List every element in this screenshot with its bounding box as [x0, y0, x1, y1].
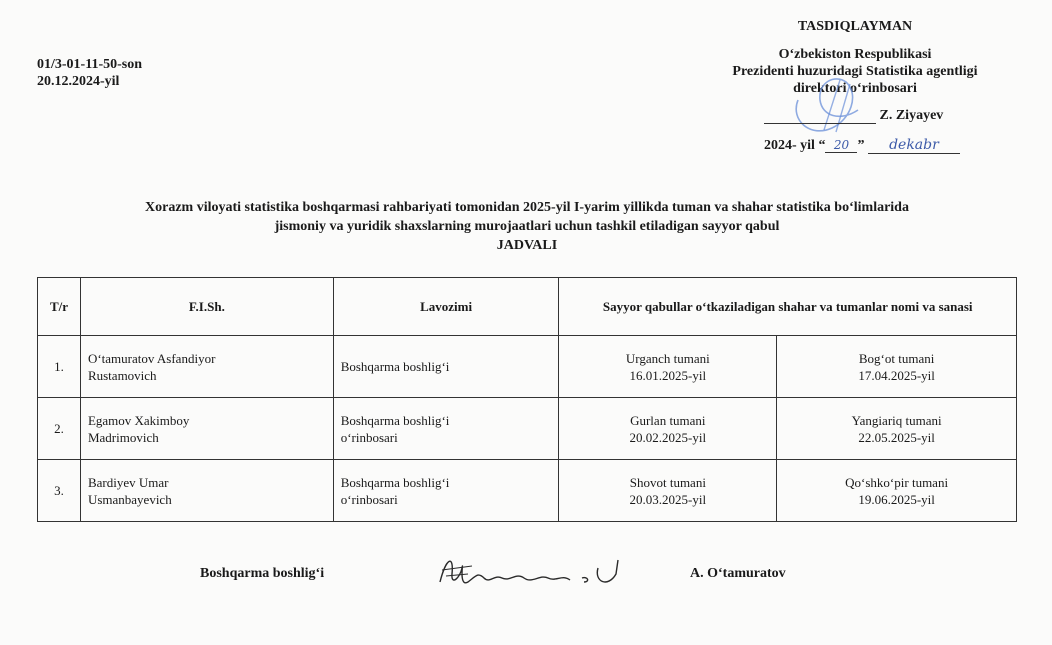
place-name: Qo‘shko‘pir tumani: [845, 474, 949, 490]
row-num: 2.: [38, 398, 81, 460]
document-heading: [30, 198, 1024, 255]
position-line: Boshqarma boshlig‘i: [340, 412, 450, 428]
row-place-1: [559, 336, 777, 398]
place-name: Shovot tumani: [629, 474, 706, 490]
footer-name: A. O‘tamuratov: [690, 566, 786, 581]
approver-signature-stroke: [780, 70, 900, 140]
name-line: Madrimovich: [87, 429, 159, 445]
row-name: [80, 460, 333, 522]
approval-signature-line: [764, 108, 974, 124]
header-places: Sayyor qabullar o‘tkaziladigan shahar va tumanlar nomi va sanasi: [559, 278, 1017, 336]
place-date: 20.02.2025-yil: [629, 429, 707, 445]
position-line: o‘rinbosari: [340, 491, 398, 507]
approval-line-3: direktori o‘rinbosari: [793, 81, 917, 96]
row-position: [333, 460, 559, 522]
heading-line-2: jismoniy va yuridik shaxslarning murojaatlari uchun tashkil etiladigan sayyor qabul: [274, 219, 780, 234]
row-num: 3.: [38, 460, 81, 522]
approval-date-line: 2024- yil “ 20 ” dekabr: [764, 137, 960, 154]
approval-line-2: Prezidenti huzuridagi Statistika agentligi: [732, 64, 978, 79]
row-place-2: [777, 336, 1017, 398]
footer-role: Boshqarma boshlig‘i: [200, 566, 325, 581]
header-num: T/r: [38, 278, 81, 336]
place-date: 22.05.2025-yil: [858, 429, 935, 445]
document-number: 01/3-01-11-50-son: [37, 57, 142, 72]
row-position: [333, 336, 559, 398]
place-date: 17.04.2025-yil: [858, 367, 935, 383]
row-name: [80, 336, 333, 398]
approval-line-1: O‘zbekiston Respublikasi: [778, 47, 932, 62]
place-name: Gurlan tumani: [630, 412, 706, 428]
signature-blank: [764, 109, 876, 124]
table-row: [38, 336, 1017, 398]
name-line: Bardiyev Umar: [87, 474, 169, 490]
heading-title: JADVALI: [496, 238, 558, 253]
place-date: 19.06.2025-yil: [858, 491, 935, 507]
head-signature: [432, 548, 632, 594]
table-row: [38, 460, 1017, 522]
approval-title: TASDIQLAYMAN: [797, 19, 913, 34]
place-name: Yangiariq tumani: [851, 412, 942, 428]
row-place-1: [559, 398, 777, 460]
row-num: 1.: [38, 336, 81, 398]
row-place-2: [777, 460, 1017, 522]
row-place-2: [777, 398, 1017, 460]
name-line: O‘tamuratov Asfandiyor: [87, 350, 216, 366]
reception-schedule-table: [37, 277, 1017, 522]
header-position: Lavozimi: [333, 278, 559, 336]
row-place-1: [559, 460, 777, 522]
approval-signer: Z. Ziyayev: [879, 108, 944, 123]
approval-month: dekabr: [868, 137, 960, 154]
row-name: [80, 398, 333, 460]
name-line: Egamov Xakimboy: [87, 412, 190, 428]
approval-year: 2024- yil: [764, 138, 815, 153]
place-name: Urganch tumani: [625, 350, 710, 366]
document-date: 20.12.2024-yil: [37, 74, 120, 89]
approval-day: 20: [825, 138, 857, 153]
row-position: [333, 398, 559, 460]
place-date: 16.01.2025-yil: [629, 367, 707, 383]
place-date: 20.03.2025-yil: [629, 491, 707, 507]
table-header-row: [38, 278, 1017, 336]
position-line: Boshqarma boshlig‘i: [340, 474, 450, 490]
position-line: Boshqarma boshlig‘i: [340, 359, 450, 374]
heading-line-1: Xorazm viloyati statistika boshqarmasi rahbariyati tomonidan 2025-yil I-yarim yillikda tuman va shahar statistika bo‘limlarida: [145, 200, 909, 215]
place-name: Bog‘ot tumani: [858, 350, 935, 366]
document-number-block: [37, 56, 142, 90]
name-line: Usmanbayevich: [87, 491, 172, 507]
name-line: Rustamovich: [87, 367, 157, 383]
position-line: o‘rinbosari: [340, 429, 398, 445]
header-name: F.I.Sh.: [80, 278, 333, 336]
table-row: [38, 398, 1017, 460]
